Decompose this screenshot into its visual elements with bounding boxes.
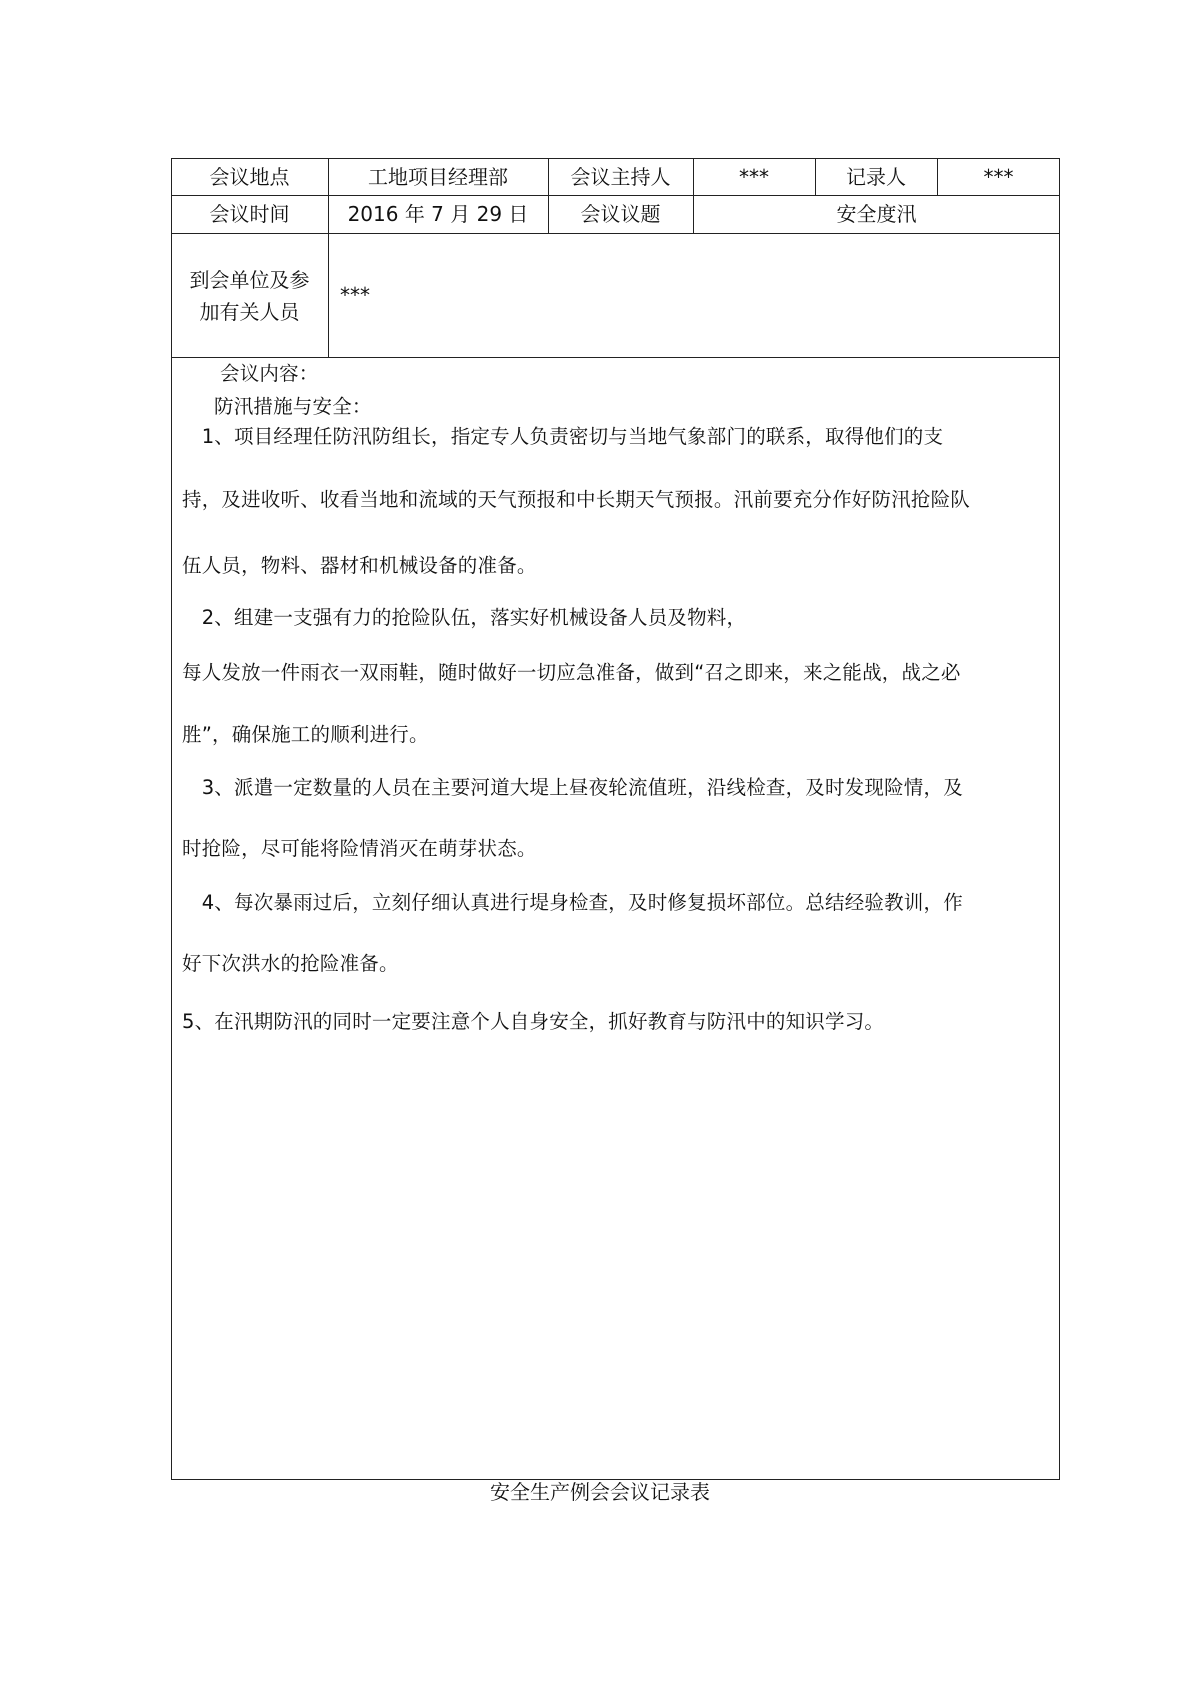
content-subheading: 防汛措施与安全： [214,395,372,418]
recorder-value: *** [983,164,1014,189]
document-caption: 安全生产例会会议记录表 [490,1480,710,1504]
attendees-value: *** [340,283,370,307]
content-line: 4、每次暴雨过后，立刻仔细认真进行堤身检查，及时修复损坏部位。总结经验教训，作 [182,891,963,914]
content-line: 好下次洪水的抢险准备。 [182,952,399,975]
content-heading: 会议内容： [220,362,319,385]
content-line: 时抢险，尽可能将险情消灭在萌芽状态。 [182,837,537,860]
content-line: 3、派遣一定数量的人员在主要河道大堤上昼夜轮流值班，沿线检查，及时发现险情，及 [182,776,963,799]
attendees-label-line: 加有关人员 [199,300,300,324]
location-label: 会议地点 [209,164,290,189]
content-line: 胜”，确保施工的顺利进行。 [182,723,429,746]
row-divider [171,357,1060,358]
content-line: 2、组建一支强有力的抢险队伍，落实好机械设备人员及物料， [182,606,747,629]
recorder-label: 记录人 [846,164,906,189]
content-line: 5、在汛期防汛的同时一定要注意个人自身安全，抓好教育与防汛中的知识学习。 [182,1010,885,1033]
time-label: 会议时间 [209,202,290,226]
content-line: 伍人员，物料、器材和机械设备的准备。 [182,554,537,577]
attendees-label-line: 到会单位及参 [189,268,310,292]
attendees-label [171,264,328,328]
host-label: 会议主持人 [570,164,671,189]
content-line: 1、项目经理任防汛防组长，指定专人负责密切与当地气象部门的联系，取得他们的支 [182,425,944,448]
row-divider [171,233,1060,234]
content-line: 持，及进收听、收看当地和流域的天气预报和中长期天气预报。汛前要充分作好防汛抢险队 [182,488,971,511]
time-value: 2016 年 7 月 29 日 [347,202,529,226]
location-value: 工地项目经理部 [368,164,508,189]
topic-value: 安全度汛 [836,202,917,226]
topic-label: 会议议题 [580,202,661,226]
content-line: 每人发放一件雨衣一双雨鞋，随时做好一切应急准备，做到“召之即来，来之能战，战之必 [182,661,961,684]
host-value: *** [739,164,769,189]
